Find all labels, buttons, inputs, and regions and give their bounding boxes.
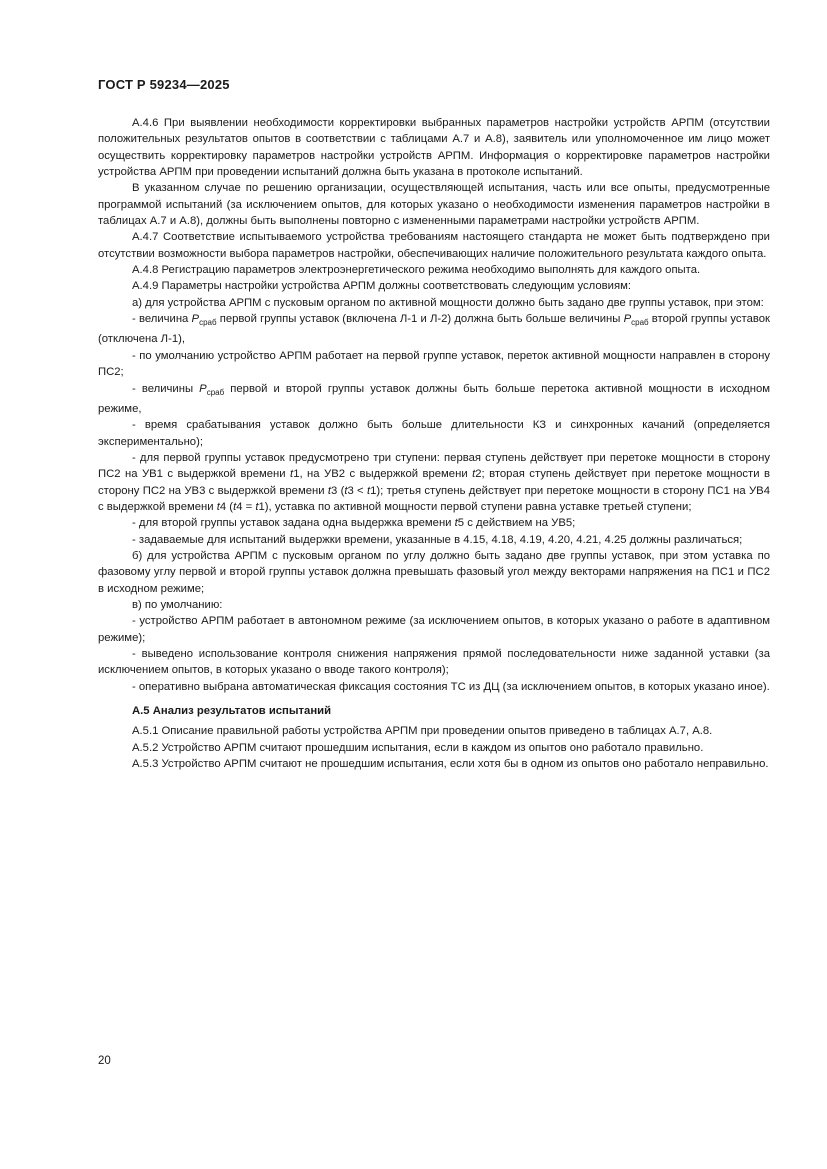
list-item-ts-fixation: - оперативно выбрана автоматическая фиксация состояния ТС из ДЦ (за исключением опытов, в которых указано иное).	[132, 680, 770, 693]
text-fragment: 4 (	[219, 500, 234, 513]
subscript: сраб	[199, 318, 217, 328]
text-fragment: - величина	[132, 313, 192, 326]
paragraph-a47: А.4.7 Соответствие испытываемого устройства требованиям настоящего стандарта не может быть подтверждено при отсутствии возможности выбора параметров настройки, обеспечивающих наличие положительного результата каждого опыта.	[98, 231, 770, 260]
paragraph-a51: А.5.1 Описание правильной работы устройства АРПМ при проведении опытов приведено в таблицах А.7, А.8.	[132, 725, 713, 738]
list-item-default-group: - по умолчанию устройство АРПМ работает на первой группе уставок, переток активной мощности направлен в сторону ПС2;	[98, 349, 770, 379]
variable-t: t	[366, 484, 371, 497]
list-item-trip-time: - время срабатывания уставок должно быть больше длительности КЗ и синхронных качаний (определяется экспериментально);	[98, 419, 770, 448]
paragraph-a46-continuation: В указанном случае по решению организации, осуществляющей испытания, часть или все опыты, предусмотренные программой испытаний (за исключением опытов, для которых указано о необходимости изменения параметров настройки в таблицах А.7 и А.8), должны быть выполнены повторно с измененными параметрами настройки устройств АРПМ.	[98, 182, 770, 228]
subscript: сраб	[206, 387, 225, 397]
text-fragment: 3 <	[347, 484, 367, 497]
subscript: сраб	[631, 318, 649, 328]
text-fragment: 2; вторая ступень действует при перетоке мощности в сторону ПС2 на УВ3 с выдержкой времени	[98, 468, 770, 497]
list-item-p-sraб-groups	[98, 311, 770, 348]
text-fragment: 4 =	[236, 500, 256, 513]
paragraph-a46: А.4.6 При выявлении необходимости корректировки выбранных параметров настройки устройств АРПМ (отсутствии положительных результатов опытов в соответствии с таблицами А.7 и А.8), заявитель или уполномоченное им лицо может осуществить корректировку параметров настройки устройств АРПМ. Информация о корректировке параметров настройки устройства АРПМ при проведении испытаний должна быть указана в протоколе испытаний.	[98, 117, 770, 179]
paragraph-a53: А.5.3 Устройство АРПМ считают не прошедшим испытания, если хотя бы в одном из опытов оно работало неправильно.	[132, 758, 769, 771]
paragraph-a49: А.4.9 Параметры настройки устройства АРПМ должны соответствовать следующим условиям:	[132, 280, 632, 293]
list-item-second-group-delay	[98, 515, 770, 531]
text-fragment: 1, на УВ2 с выдержкой времени	[293, 468, 473, 481]
variable-t: t	[454, 517, 458, 530]
document-body	[98, 115, 770, 772]
text-fragment: второй группы уставок (отключена Л-1),	[98, 313, 770, 346]
page-number: 20	[98, 1055, 111, 1067]
list-item-test-delays: - задаваемые для испытаний выдержки времени, указанные в 4.15, 4.18, 4.19, 4.20, 4.21, 4.25 должны различаться;	[132, 533, 743, 546]
text-fragment: 1), уставка по активной мощности первой ступени равна уставке третьей ступени;	[258, 500, 692, 513]
paragraph-a49-a: а) для устройства АРПМ с пусковым органом по активной мощности должно быть задано две группы уставок, при этом:	[132, 296, 764, 309]
variable-t: t	[255, 500, 259, 513]
list-item-autonomous-mode: - устройство АРПМ работает в автономном режиме (за исключением опытов, в которых указано о работе в адаптивном режиме);	[98, 615, 770, 644]
variable-t: t	[472, 468, 476, 481]
text-fragment: первой и второй группы уставок должны быть больше перетока активной мощности в исходном режиме,	[98, 382, 771, 415]
list-item-first-group-stages	[98, 450, 770, 515]
list-item-voltage-control: - выведено использование контроля снижения напряжения прямой последовательности ниже заданной уставки (за исключением опытов, в которых указано о вводе такого контроля);	[98, 648, 770, 677]
text-fragment: - для первой группы уставок предусмотрено три ступени: первая ступень действует при перетоке мощности в сторону ПС2 на УВ1 с выдержкой времени	[98, 451, 770, 481]
variable-t: t	[327, 484, 331, 497]
text-fragment: - величины	[132, 382, 200, 395]
list-item-p-sraб-initial	[98, 381, 770, 418]
text-fragment: 3 (	[331, 484, 345, 497]
paragraph-a52: А.5.2 Устройство АРПМ считают прошедшим испытания, если в каждом из опытов оно работало правильно.	[132, 741, 704, 754]
text-fragment: 5 с действием на УВ5;	[457, 517, 576, 530]
text-fragment: первой группы уставок (включена Л-1 и Л-2) должна быть больше величины	[216, 313, 624, 326]
text-fragment: 1); третья ступень действует при перетоке мощности в сторону ПС1 на УВ4 с выдержкой времени	[98, 484, 770, 513]
variable-t: t	[233, 500, 237, 513]
text-fragment: - для второй группы уставок задана одна выдержка времени	[132, 517, 455, 530]
paragraph-a49-b: б) для устройства АРПМ с пусковым органом по углу должно быть задано две группы уставок, при этом уставка по фазовому углу первой и второй группы уставок должна превышать фазовый угол между векторами напряжения на ПС1 и ПС2 в исходном режиме;	[98, 549, 770, 595]
variable-p: P	[199, 382, 207, 395]
variable-p: P	[191, 313, 200, 326]
variable-t: t	[344, 484, 348, 497]
variable-t: t	[290, 468, 294, 481]
section-heading-a5: А.5 Анализ результатов испытаний	[132, 705, 332, 718]
paragraph-a48: А.4.8 Регистрацию параметров электроэнергетического режима необходимо выполнять для каждого опыта.	[132, 264, 701, 277]
variable-t: t	[216, 500, 220, 513]
variable-p: P	[623, 313, 632, 326]
paragraph-a49-v: в) по умолчанию:	[132, 598, 223, 611]
document-header-standard-id: ГОСТ Р 59234—2025	[98, 77, 230, 92]
